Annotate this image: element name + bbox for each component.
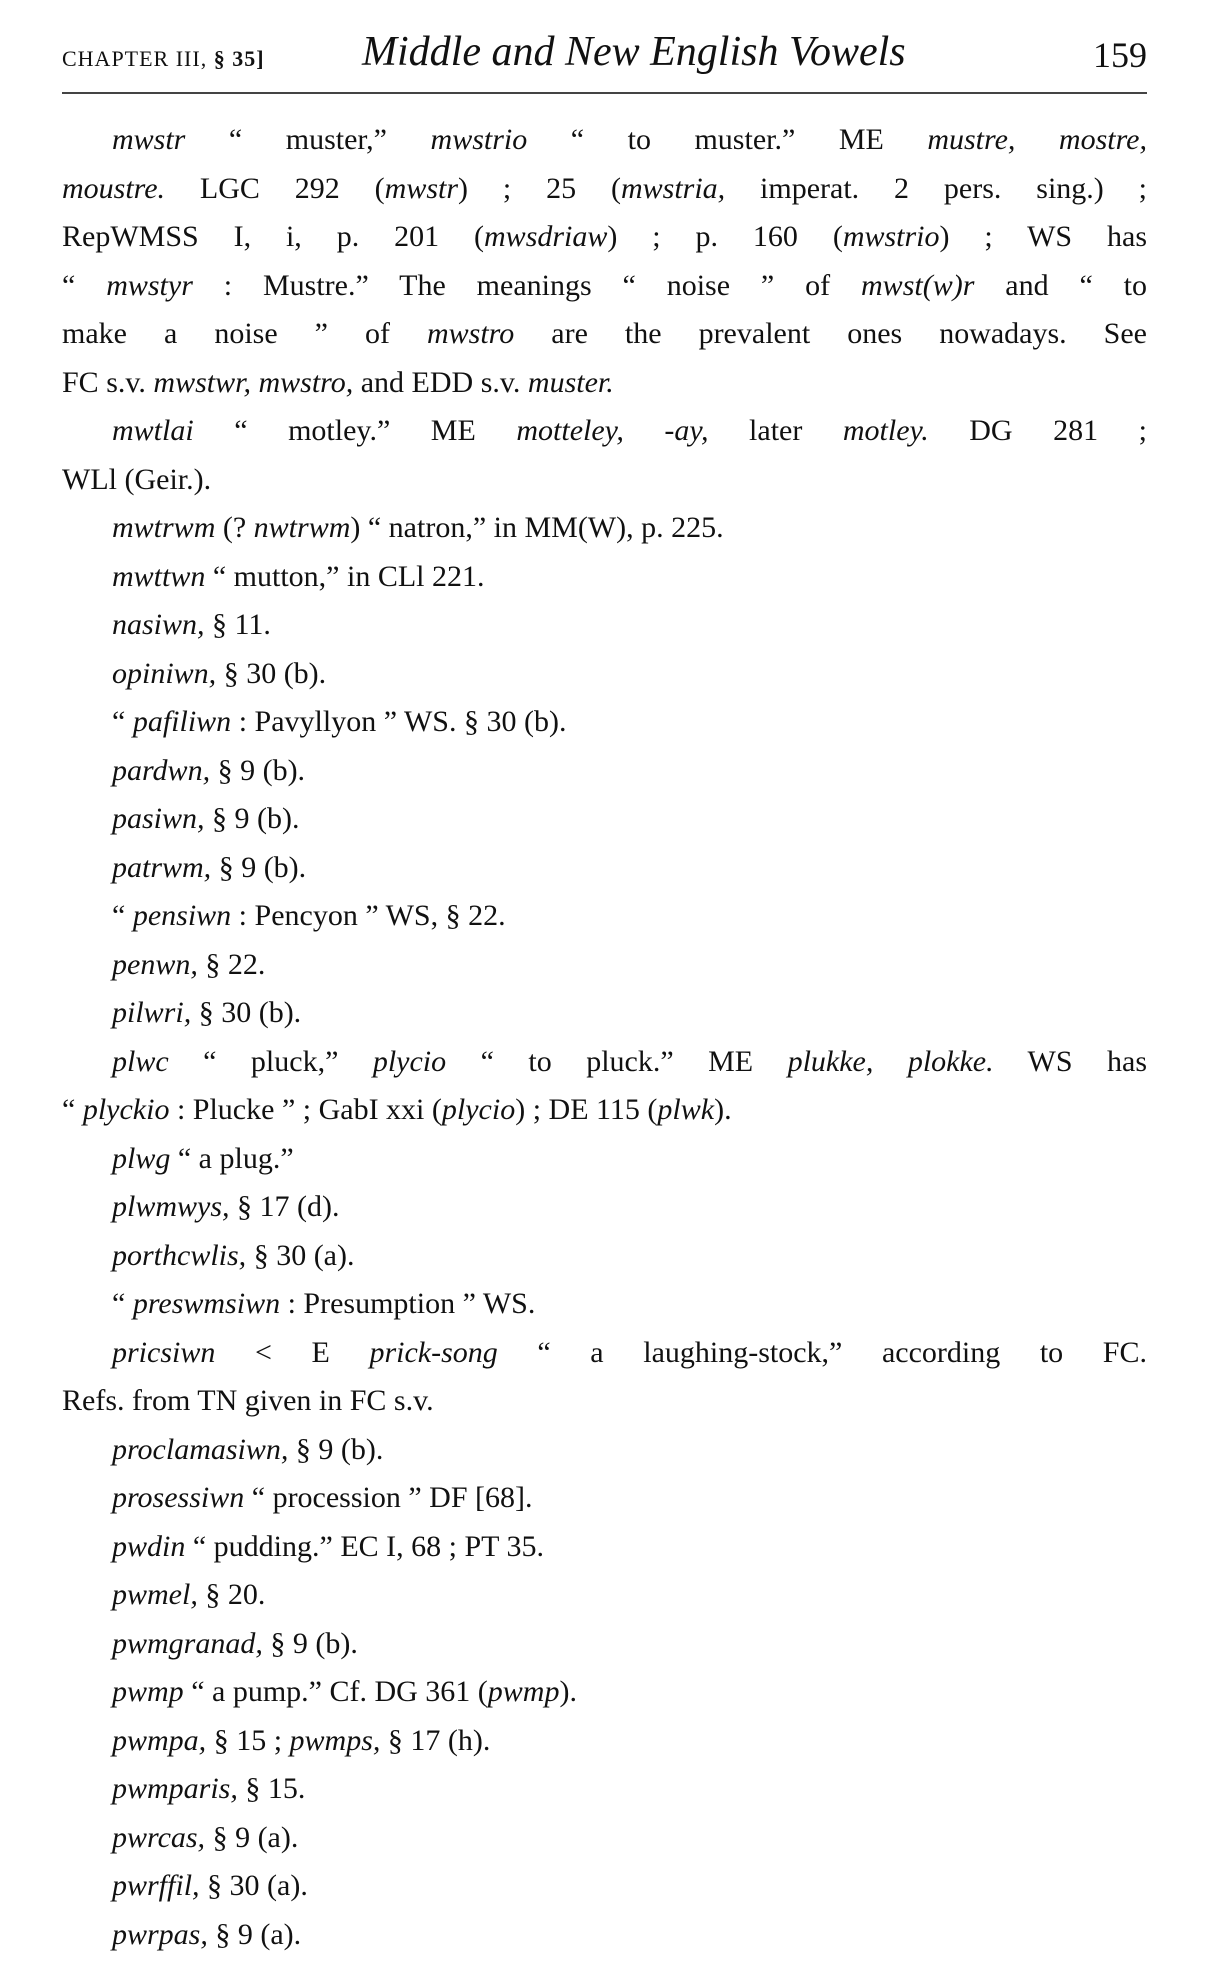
italic-term: pwmps, bbox=[289, 1723, 381, 1757]
text-run: “ a pump.” Cf. DG 361 ( bbox=[183, 1675, 488, 1708]
italic-term: muster. bbox=[527, 365, 614, 399]
text-run: DG 281 ; bbox=[928, 414, 1147, 447]
text-run: WS has bbox=[993, 1044, 1147, 1078]
text-run: “ bbox=[112, 1287, 133, 1320]
text-run: § 30 (a). bbox=[199, 1869, 308, 1902]
chapter-label bbox=[62, 46, 265, 72]
text-run: “ to muster.” ME bbox=[527, 123, 928, 156]
text-line bbox=[62, 941, 1147, 990]
italic-term: mwtlai bbox=[112, 414, 194, 447]
text-line bbox=[62, 1280, 1147, 1329]
italic-term: pwrffil, bbox=[112, 1869, 200, 1902]
text-line bbox=[62, 1183, 1147, 1232]
italic-term: mustre, mostre, bbox=[927, 123, 1147, 156]
italic-term: mwstr bbox=[112, 123, 186, 156]
text-line bbox=[62, 262, 1147, 311]
text-run: : Pencyon ” WS, § 22. bbox=[231, 899, 506, 932]
text-line bbox=[62, 310, 1147, 359]
italic-term: mwst(w)r bbox=[861, 268, 975, 302]
italic-term: pilwri, bbox=[112, 996, 192, 1029]
text-run: “ motley.” ME bbox=[193, 414, 517, 447]
text-run: “ procession ” DF [68]. bbox=[244, 1481, 533, 1514]
text-run: “ bbox=[112, 899, 133, 932]
italic-term: pwmparis, bbox=[112, 1772, 238, 1805]
text-run: “ pudding.” EC I, 68 ; PT 35. bbox=[185, 1529, 544, 1563]
text-line bbox=[62, 1571, 1147, 1620]
text-run: and “ to bbox=[974, 268, 1147, 302]
text-run: ) ; 25 ( bbox=[458, 171, 621, 205]
italic-term: pensiwn bbox=[132, 899, 232, 932]
italic-term: mwstwr, mwstro, bbox=[153, 365, 354, 399]
text-line bbox=[62, 1086, 1147, 1135]
text-line bbox=[62, 1377, 1147, 1426]
text-run: § 22. bbox=[197, 947, 266, 981]
italic-term: plyckio bbox=[82, 1093, 170, 1126]
italic-term: mwstrio bbox=[842, 220, 940, 253]
italic-term: patrwm, bbox=[112, 850, 212, 884]
text-line bbox=[62, 1329, 1147, 1378]
text-run: “ to pluck.” ME bbox=[446, 1044, 788, 1078]
italic-term: mwsdriaw bbox=[484, 220, 608, 253]
text-line bbox=[62, 1038, 1147, 1087]
italic-term: opiniwn, bbox=[112, 656, 217, 690]
text-run: LGC 292 ( bbox=[165, 171, 385, 205]
italic-term: nasiwn, bbox=[112, 608, 205, 641]
text-run: later bbox=[708, 414, 843, 447]
text-run: § 17 (h). bbox=[380, 1723, 491, 1757]
text-run: § 30 (a). bbox=[246, 1238, 355, 1272]
text-line bbox=[62, 504, 1147, 553]
text-line bbox=[62, 989, 1147, 1038]
text-run: § 9 (a). bbox=[205, 1820, 299, 1854]
text-run: “ bbox=[62, 1093, 83, 1126]
text-line bbox=[62, 844, 1147, 893]
text-line bbox=[62, 650, 1147, 699]
italic-term: pasiwn, bbox=[112, 802, 205, 835]
italic-term: mwstrio bbox=[430, 123, 528, 156]
text-line bbox=[62, 1523, 1147, 1572]
italic-term: mwstr bbox=[384, 171, 459, 205]
italic-term: mwstria, bbox=[620, 171, 726, 205]
italic-term: pwrpas, bbox=[112, 1917, 208, 1951]
italic-term: plycio bbox=[372, 1044, 447, 1078]
italic-term: porthcwlis, bbox=[112, 1238, 247, 1272]
text-run: § 30 (b). bbox=[191, 996, 302, 1029]
text-line bbox=[62, 116, 1147, 165]
text-line bbox=[62, 1232, 1147, 1281]
italic-term: penwn, bbox=[112, 947, 198, 981]
text-line bbox=[62, 456, 1147, 505]
text-run: (? bbox=[215, 511, 254, 544]
text-line bbox=[62, 165, 1147, 214]
italic-term: plwg bbox=[112, 1141, 171, 1175]
italic-term: mwttwn bbox=[112, 559, 206, 593]
italic-term: plukke, plokke. bbox=[787, 1044, 994, 1078]
text-run: “ muster,” bbox=[185, 123, 431, 156]
italic-term: prosessiwn bbox=[112, 1481, 245, 1514]
italic-term: pwmp bbox=[487, 1675, 560, 1708]
section-text: § 35] bbox=[213, 46, 265, 71]
text-run: § 9 (b). bbox=[262, 1626, 358, 1660]
text-line bbox=[62, 213, 1147, 262]
italic-term: moustre. bbox=[62, 171, 166, 205]
text-line bbox=[62, 359, 1147, 408]
text-line bbox=[62, 892, 1147, 941]
italic-term: plwc bbox=[112, 1044, 169, 1078]
italic-term: plwk bbox=[657, 1093, 715, 1126]
text-run: “ a plug.” bbox=[170, 1141, 294, 1175]
text-run: § 9 (b). bbox=[210, 753, 306, 787]
text-run: § 15 ; bbox=[206, 1723, 290, 1757]
italic-term: plycio bbox=[441, 1093, 516, 1126]
text-line bbox=[62, 698, 1147, 747]
italic-term: pwrcas, bbox=[112, 1820, 206, 1854]
italic-term: pafiliwn bbox=[132, 705, 232, 738]
text-run: § 9 (b). bbox=[211, 850, 307, 884]
text-run: are the prevalent ones nowadays. See bbox=[514, 317, 1147, 350]
text-run: : Mustre.” The meanings “ noise ” of bbox=[192, 268, 862, 302]
text-line bbox=[62, 1620, 1147, 1669]
text-run: : Presumption ” WS. bbox=[280, 1287, 536, 1320]
text-run: ). bbox=[714, 1093, 732, 1126]
text-run: “ mutton,” in CLl 221. bbox=[205, 559, 485, 593]
text-run: ) ; WS has bbox=[939, 220, 1147, 253]
text-run: § 11. bbox=[204, 608, 271, 641]
text-line bbox=[62, 1765, 1147, 1814]
italic-term: pricsiwn bbox=[112, 1335, 216, 1369]
text-run: § 15. bbox=[237, 1772, 306, 1805]
text-line bbox=[62, 1474, 1147, 1523]
text-run: “ bbox=[112, 705, 133, 738]
text-run: ) ; DE 115 ( bbox=[515, 1093, 658, 1126]
text-run: “ a laughing-stock,” according to FC. bbox=[497, 1335, 1147, 1369]
chapter-text: CHAPTER III, bbox=[62, 46, 208, 71]
text-line bbox=[62, 1717, 1147, 1766]
text-run: RepWMSS I, i, p. 201 ( bbox=[62, 220, 485, 253]
text-run: FC s.v. bbox=[62, 365, 154, 399]
text-line bbox=[62, 1426, 1147, 1475]
italic-term: nwtrwm bbox=[253, 511, 351, 544]
italic-term: pwmp bbox=[112, 1675, 184, 1708]
page bbox=[62, 20, 1147, 1951]
running-header bbox=[62, 20, 1147, 88]
text-run: § 9 (b). bbox=[204, 802, 300, 835]
text-line bbox=[62, 407, 1147, 456]
text-run: § 17 (d). bbox=[229, 1190, 340, 1223]
text-run: § 9 (b). bbox=[288, 1432, 384, 1466]
text-line bbox=[62, 795, 1147, 844]
italic-term: mwtrwm bbox=[112, 511, 216, 544]
text-line bbox=[62, 1911, 1147, 1960]
italic-term: pwmel, bbox=[112, 1578, 198, 1611]
italic-term: mwstyr bbox=[106, 268, 193, 302]
text-run: make a noise ” of bbox=[62, 317, 427, 350]
italic-term: plwmwys, bbox=[112, 1190, 230, 1223]
text-run: ) “ natron,” in MM(W), p. 225. bbox=[350, 511, 724, 544]
text-run: ) ; p. 160 ( bbox=[607, 220, 843, 253]
text-run: < E bbox=[215, 1335, 370, 1369]
text-line bbox=[62, 1862, 1147, 1911]
text-line bbox=[62, 1814, 1147, 1863]
text-run: “ pluck,” bbox=[168, 1044, 373, 1078]
text-run: § 30 (b). bbox=[216, 656, 327, 690]
italic-term: mwstro bbox=[427, 317, 515, 350]
italic-term: pwmgranad, bbox=[112, 1626, 263, 1660]
text-run: WLl (Geir.). bbox=[62, 462, 212, 496]
text-run: § 20. bbox=[197, 1578, 266, 1611]
italic-term: motteley, -ay, bbox=[516, 414, 709, 447]
text-line bbox=[62, 1668, 1147, 1717]
text-run: : Plucke ” ; GabI xxi ( bbox=[169, 1093, 442, 1126]
running-title: Middle and New English Vowels bbox=[362, 29, 906, 75]
text-line bbox=[62, 553, 1147, 602]
header-rule bbox=[62, 92, 1147, 94]
italic-term: pwdin bbox=[112, 1529, 186, 1563]
text-line bbox=[62, 601, 1147, 650]
italic-term: pwmpa, bbox=[112, 1723, 207, 1757]
text-line bbox=[62, 747, 1147, 796]
text-line bbox=[62, 1135, 1147, 1184]
text-run: and EDD s.v. bbox=[353, 365, 528, 399]
italic-term: pardwn, bbox=[112, 753, 211, 787]
italic-term: preswmsiwn bbox=[132, 1287, 281, 1320]
italic-term: proclamasiwn, bbox=[112, 1432, 289, 1466]
text-run: ). bbox=[559, 1675, 577, 1708]
text-run: : Pavyllyon ” WS. § 30 (b). bbox=[231, 705, 567, 738]
text-run: § 9 (a). bbox=[207, 1917, 302, 1951]
text-run: Refs. from TN given in FC s.v. bbox=[62, 1384, 434, 1417]
entry-list bbox=[62, 116, 1147, 1959]
text-run: “ bbox=[62, 268, 107, 302]
italic-term: motley. bbox=[842, 414, 929, 447]
italic-term: prick-song bbox=[369, 1335, 498, 1369]
page-number: 159 bbox=[1093, 35, 1147, 75]
text-run: imperat. 2 pers. sing.) ; bbox=[725, 171, 1147, 205]
